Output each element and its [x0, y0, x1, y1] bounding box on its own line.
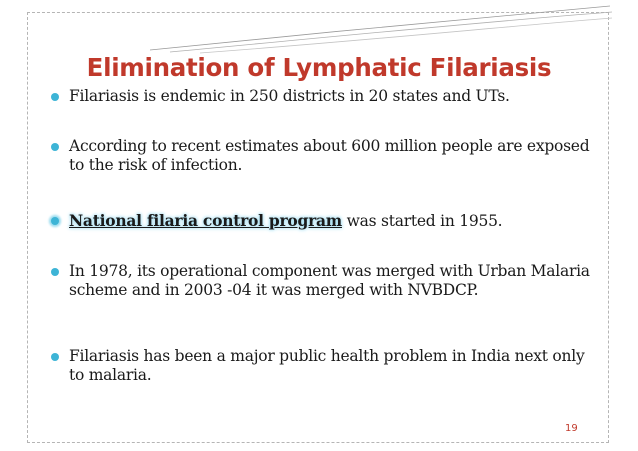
bullet-dot-icon — [51, 217, 59, 225]
page-number: 19 — [565, 423, 578, 434]
bullet-text: Filariasis has been a major public health problem in India next only to malaria. — [69, 347, 585, 384]
bullet-dot-icon — [51, 93, 59, 101]
bullet-dot-icon — [51, 353, 59, 361]
bullet-text: In 1978, its operational component was merged with Urban Malaria scheme and in 2003 -04 it was merged with NVBDCP. — [69, 262, 590, 299]
bullet-dot-icon — [51, 143, 59, 151]
slide-title: Elimination of Lymphatic Filariasis — [86, 53, 552, 82]
bullet-item-program — [49, 211, 502, 231]
bullet-text: was started in 1955. — [341, 212, 503, 230]
bullet-text: According to recent estimates about 600 million people are exposed to the risk of infection. — [69, 137, 590, 174]
bullet-dot-icon — [51, 268, 59, 276]
bullet-text: Filariasis is endemic in 250 districts in 20 states and UTs. — [69, 87, 510, 105]
bullet-item-estimates — [49, 137, 597, 175]
program-highlight: National filaria control program — [69, 211, 342, 230]
bullet-item-problem — [49, 347, 597, 385]
bullet-item-merged — [49, 262, 597, 300]
bullet-item-endemic — [49, 87, 510, 106]
